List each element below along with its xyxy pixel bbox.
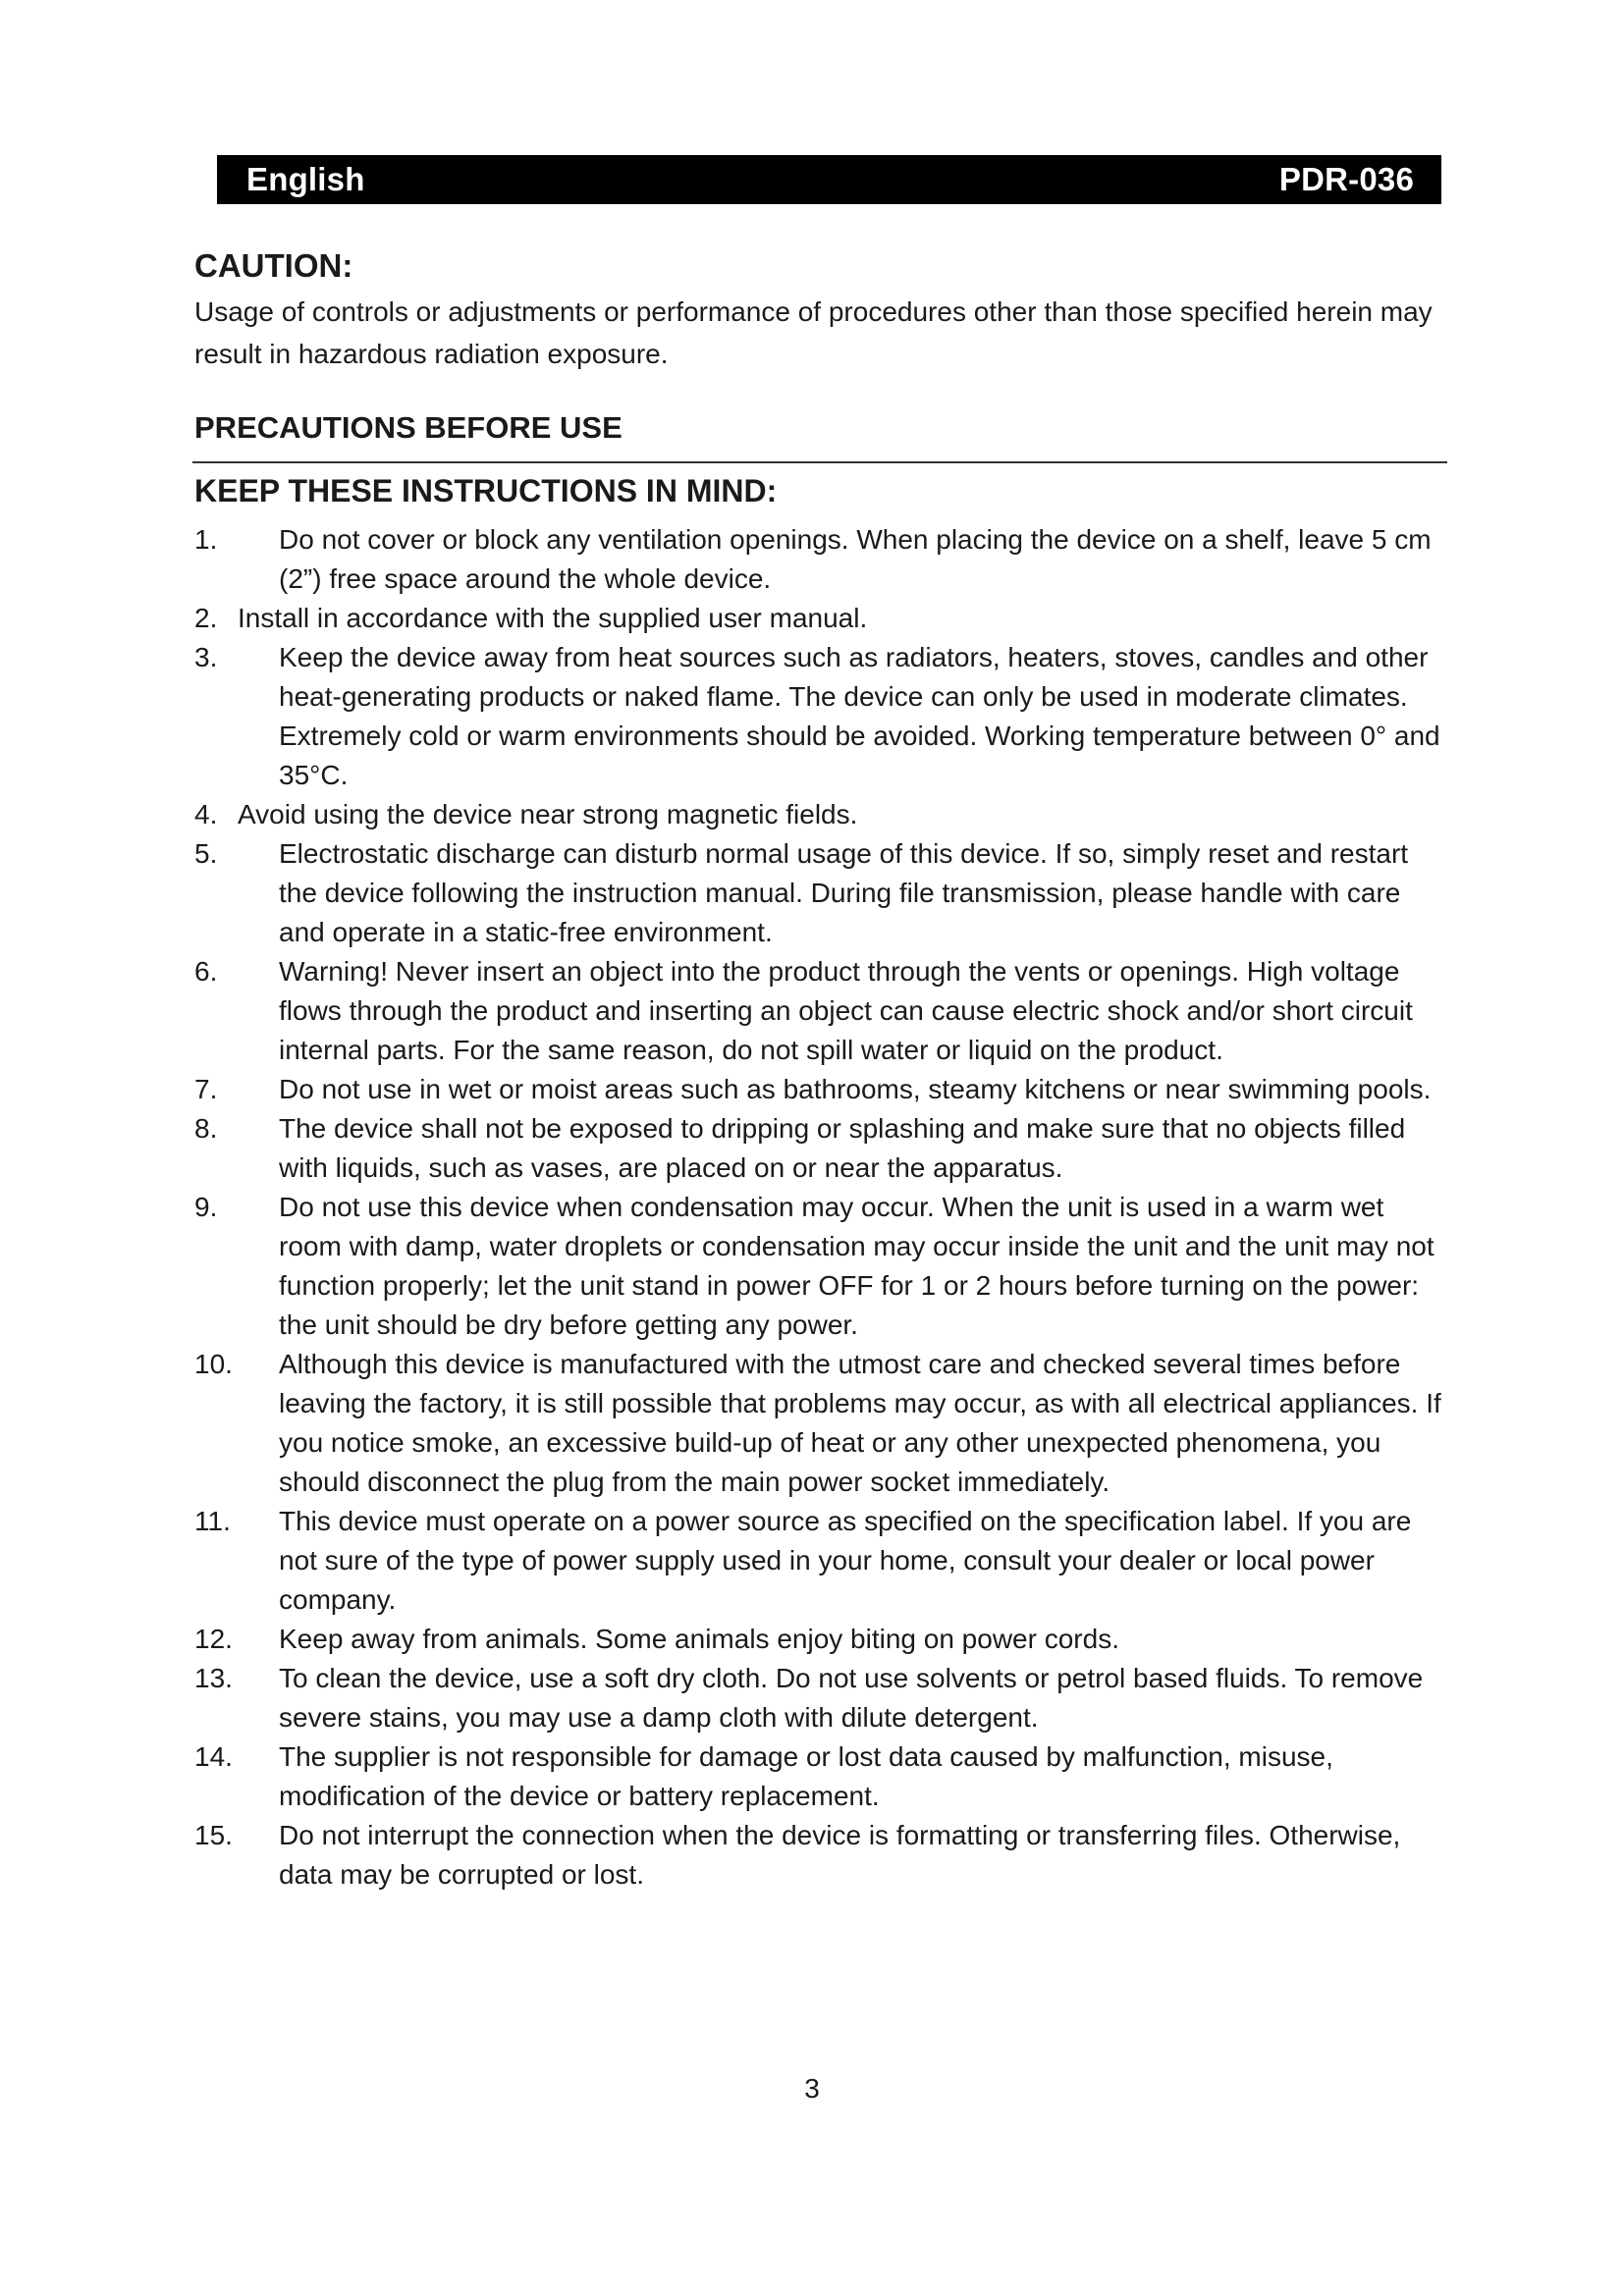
list-item [194,1188,1451,1345]
list-item [194,520,1451,599]
list-item [194,1737,1451,1816]
model-number: PDR-036 [1278,161,1414,197]
item-text: Electrostatic discharge can disturb normal usage of this device. If so, simply reset and restart the device following the instruction manual. During file transmission, please handle with care and operate in a static-free environment. [279,838,1409,947]
list-item [194,1659,1451,1737]
list-item [194,834,1451,952]
list-item [194,638,1451,795]
caution-text: Usage of controls or adjustments or performance of procedures other than those specified herein may result in hazardous radiation exposure. [194,296,1433,369]
item-number: 5. [194,838,218,869]
list-item [194,599,1451,638]
caution-heading: CAUTION: [194,247,353,284]
item-text: Although this device is manufactured with the utmost care and checked several times before leaving the factory, it is still possible that problems may occur, as with all electrical appliances. If you notice smoke, an excessive build-up of heat or any other unexpected phenomena, you should disconnect the plug from the main power socket immediately. [279,1349,1441,1497]
list-item [194,952,1451,1070]
item-number: 13. [194,1663,233,1693]
precautions-heading: PRECAUTIONS BEFORE USE [194,410,623,445]
list-item [194,1816,1451,1895]
item-text: Do not interrupt the connection when the device is formatting or transferring files. Otherwise, data may be corrupted or lost. [279,1820,1401,1890]
list-item [194,1502,1451,1620]
item-text: Avoid using the device near strong magnetic fields. [238,799,858,829]
list-item [194,1345,1451,1502]
list-item [194,1070,1451,1109]
instructions-list [194,520,1451,1895]
item-number: 15. [194,1820,233,1850]
item-number: 11. [194,1506,231,1536]
item-text: The supplier is not responsible for damage or lost data caused by malfunction, misuse, modification of the device or battery replacement. [279,1741,1333,1811]
page-number: 3 [804,2073,820,2104]
language-label: English [246,161,365,197]
item-number: 4. [194,799,218,829]
item-text: The device shall not be exposed to dripping or splashing and make sure that no objects filled with liquids, such as vases, are placed on or near the apparatus. [279,1113,1406,1183]
item-text: This device must operate on a power source as specified on the specification label. If you are not sure of the type of power supply used in your home, consult your dealer or local power company. [279,1506,1412,1615]
item-number: 12. [194,1624,233,1654]
list-item [194,1620,1451,1659]
list-item [194,1109,1451,1188]
item-number: 14. [194,1741,233,1772]
instructions-heading: KEEP THESE INSTRUCTIONS IN MIND: [194,473,778,508]
item-text: Do not use in wet or moist areas such as bathrooms, steamy kitchens or near swimming pools. [279,1074,1432,1104]
header-bar [217,155,1441,204]
item-number: 2. [194,603,218,633]
item-number: 8. [194,1113,218,1144]
section-divider [192,461,1447,463]
item-number: 9. [194,1192,218,1222]
item-number: 3. [194,642,218,672]
item-text: Keep away from animals. Some animals enjoy biting on power cords. [279,1624,1119,1654]
item-text: Warning! Never insert an object into the product through the vents or openings. High voltage flows through the product and inserting an object can cause electric shock and/or short circuit internal parts. For the same reason, do not spill water or liquid on the product. [279,956,1413,1065]
item-number: 7. [194,1074,218,1104]
item-text: To clean the device, use a soft dry cloth. Do not use solvents or petrol based fluids. To remove severe stains, you may use a damp cloth with dilute detergent. [279,1663,1424,1733]
list-item [194,795,1451,834]
item-text: Do not cover or block any ventilation openings. When placing the device on a shelf, leave 5 cm (2”) free space around the whole device. [279,524,1432,594]
item-text: Do not use this device when condensation may occur. When the unit is used in a warm wet room with damp, water droplets or condensation may occur inside the unit and the unit may not function properly; let the unit stand in power OFF for 1 or 2 hours before turning on the power: the unit should be dry before getting any power. [279,1192,1435,1340]
item-text: Install in accordance with the supplied user manual. [238,603,868,633]
item-text: Keep the device away from heat sources such as radiators, heaters, stoves, candles and other heat-generating products or naked flame. The device can only be used in moderate climates. Extremely cold or warm environments should be avoided. Working temperature between 0° and 35°C. [279,642,1440,790]
item-number: 1. [194,524,218,555]
item-number: 6. [194,956,218,987]
item-number: 10. [194,1349,233,1379]
